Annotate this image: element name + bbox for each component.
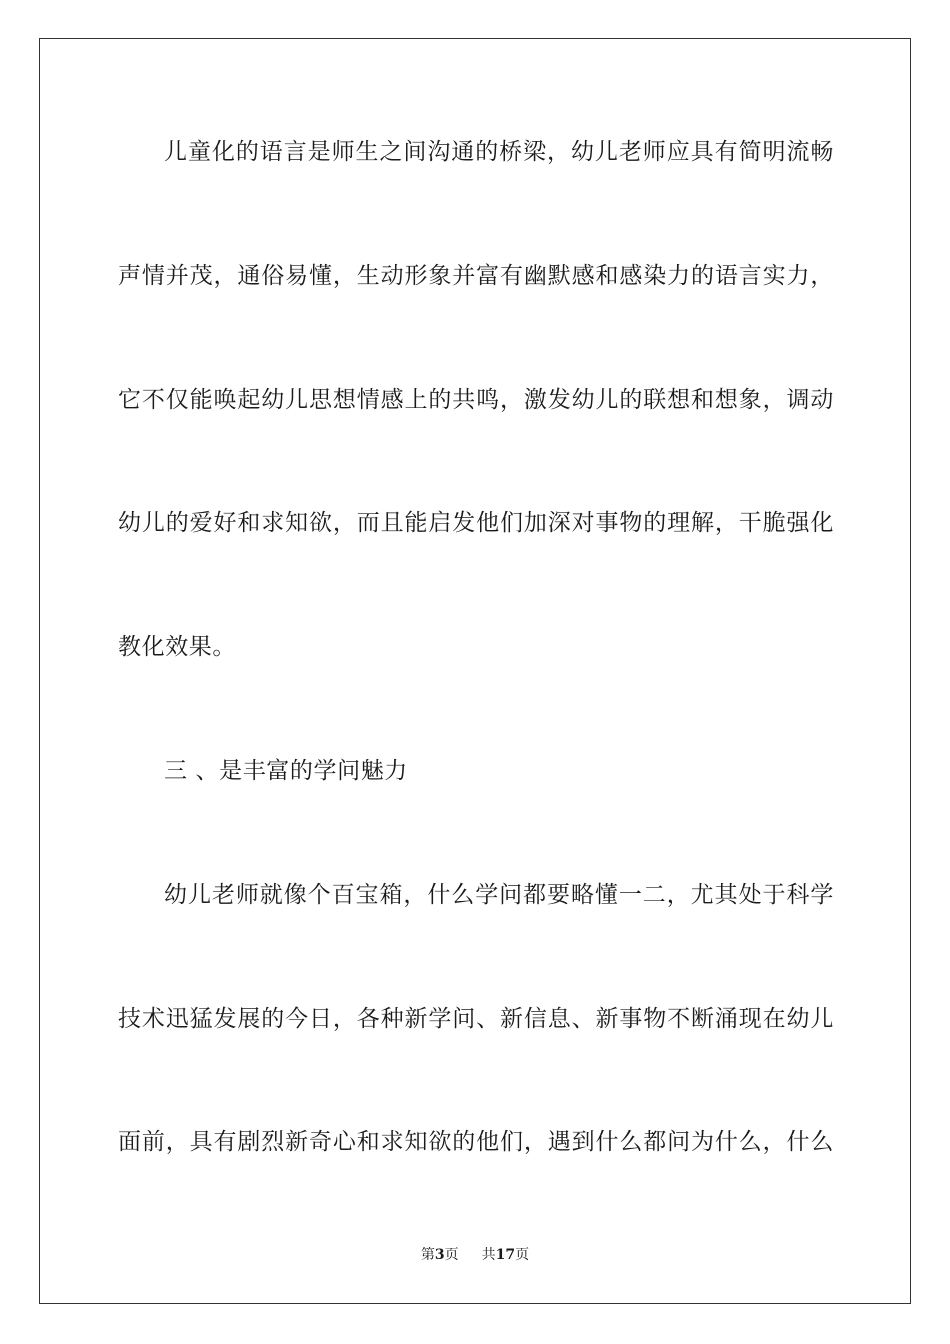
- total-pages-indicator: [482, 1246, 529, 1264]
- paragraph-line-2: 声情并茂，通俗易懂，生动形象并富有幽默感和感染力的语言实力，: [118, 263, 834, 289]
- page-number: 3: [434, 1247, 445, 1263]
- section-heading: 三 、是丰富的学问魅力: [164, 758, 408, 784]
- paragraph-line-5: 教化效果。: [118, 634, 236, 660]
- paragraph-line-6: 幼儿老师就像个百宝箱，什么学问都要略懂一二，尤其处于科学: [164, 882, 834, 908]
- paragraph-line-3: 它不仅能唤起幼儿思想情感上的共鸣，激发幼儿的联想和想象，调动: [118, 387, 834, 413]
- page-suffix: 页: [444, 1247, 459, 1263]
- paragraph-line-7: 技术迅猛发展的今日，各种新学问、新信息、新事物不断涌现在幼儿: [118, 1006, 834, 1032]
- page-footer: [0, 1246, 950, 1264]
- paragraph-line-1: 儿童化的语言是师生之间沟通的桥梁，幼儿老师应具有简明流畅: [164, 139, 834, 165]
- page-border: [39, 38, 911, 1304]
- total-pages: 17: [495, 1247, 516, 1263]
- total-prefix: 共: [481, 1247, 496, 1263]
- paragraph-line-8: 面前，具有剧烈新奇心和求知欲的他们，遇到什么都问为什么，什么: [118, 1129, 834, 1155]
- total-suffix: 页: [515, 1247, 530, 1263]
- paragraph-line-4: 幼儿的爱好和求知欲，而且能启发他们加深对事物的理解，干脆强化: [118, 510, 834, 536]
- page-indicator: [421, 1246, 459, 1264]
- page-prefix: 第: [420, 1247, 435, 1263]
